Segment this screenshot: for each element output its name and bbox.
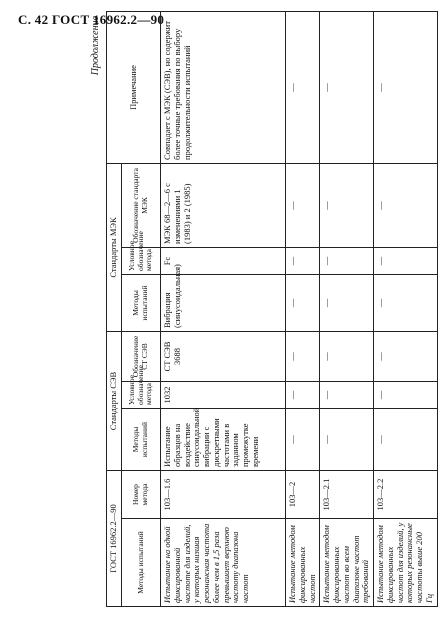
- cell-iec-method: —: [374, 274, 438, 331]
- group-st-sev: Стандарты СЭВ: [107, 331, 122, 470]
- header-sev-methods: Методы испытаний: [122, 409, 161, 471]
- group-iec: Стандарты МЭК: [107, 163, 122, 331]
- table-row: [286, 11, 320, 606]
- cell-method: Испытание методом фиксированных частот во всем диапазоне частот требований: [320, 519, 374, 607]
- header-sev-code: Условное обозначение метода: [122, 382, 161, 409]
- cell-sev-code: —: [286, 382, 320, 409]
- cell-iec-code: —: [374, 247, 438, 274]
- standards-table: [106, 11, 438, 607]
- cell-iec-designation: МЭК 68—2—6 с изменениями 1 (1983) и 2 (1985): [161, 163, 286, 247]
- header-gost-number: Номер метода: [122, 471, 161, 519]
- cell-iec-code: —: [320, 247, 374, 274]
- cell-method: Испытание методом фиксированных частот для изделий, у которых резонансные частоты выше 200 Гц: [374, 519, 438, 607]
- cell-number: 103—1.6: [161, 471, 286, 519]
- cell-sev-designation: —: [286, 331, 320, 381]
- cell-number: 103—2.2: [374, 471, 438, 519]
- cell-note: —: [320, 11, 374, 163]
- cell-sev-designation: СТ СЭВ 3688: [161, 331, 286, 381]
- header-methods: Методы испытаний: [122, 519, 161, 607]
- header-iec-code: Условное обозначение метода: [122, 247, 161, 274]
- cell-sev-code: 1032: [161, 382, 286, 409]
- group-gost: ГОСТ 16962.2—90: [107, 471, 122, 607]
- cell-sev-method: —: [286, 409, 320, 471]
- cell-iec-designation: —: [320, 163, 374, 247]
- header-iec-designation: Обозначение стандарта МЭК: [122, 163, 161, 247]
- cell-note: —: [374, 11, 438, 163]
- page-header: С. 42 ГОСТ 16962.2—90: [18, 12, 165, 27]
- header-sev-designation: Обозначение СТ СЭВ: [122, 331, 161, 381]
- cell-method: Испытание методом фиксированных частот: [286, 519, 320, 607]
- cell-sev-method: —: [374, 409, 438, 471]
- cell-iec-method: —: [320, 274, 374, 331]
- cell-iec-designation: —: [286, 163, 320, 247]
- cell-iec-designation: —: [374, 163, 438, 247]
- cell-iec-code: Fc: [161, 247, 286, 274]
- cell-number: 103—2.1: [320, 471, 374, 519]
- cell-sev-code: —: [374, 382, 438, 409]
- cell-iec-code: —: [286, 247, 320, 274]
- table-row: [374, 11, 438, 606]
- continuation-label: Продолжение: [90, 16, 101, 76]
- cell-sev-designation: —: [374, 331, 438, 381]
- cell-number: 103—2: [286, 471, 320, 519]
- table-row: [161, 11, 286, 606]
- table-row: [320, 11, 374, 606]
- cell-note: Совпадает с МЭК (СЭВ), но содержит более точные требования по выбору продолжительности испытаний: [161, 11, 286, 163]
- cell-sev-designation: —: [320, 331, 374, 381]
- cell-sev-method: Испытание образцов на воздействие синусоидальной вибрации с дискретными частотами в заданном промежутке времени: [161, 409, 286, 471]
- cell-iec-method: Вибрация (синусоидальная): [161, 274, 286, 331]
- cell-iec-method: —: [286, 274, 320, 331]
- header-iec-methods: Методы испытаний: [122, 274, 161, 331]
- cell-note: —: [286, 11, 320, 163]
- cell-sev-code: —: [320, 382, 374, 409]
- cell-method: Испытание на одной фиксированной частоте для изделий, у которых низшая резонансная частота более чем в 1,5 раза превышает верхнюю частоту диапазона частот: [161, 519, 286, 607]
- cell-sev-method: —: [320, 409, 374, 471]
- header-note: Примечание: [107, 11, 161, 163]
